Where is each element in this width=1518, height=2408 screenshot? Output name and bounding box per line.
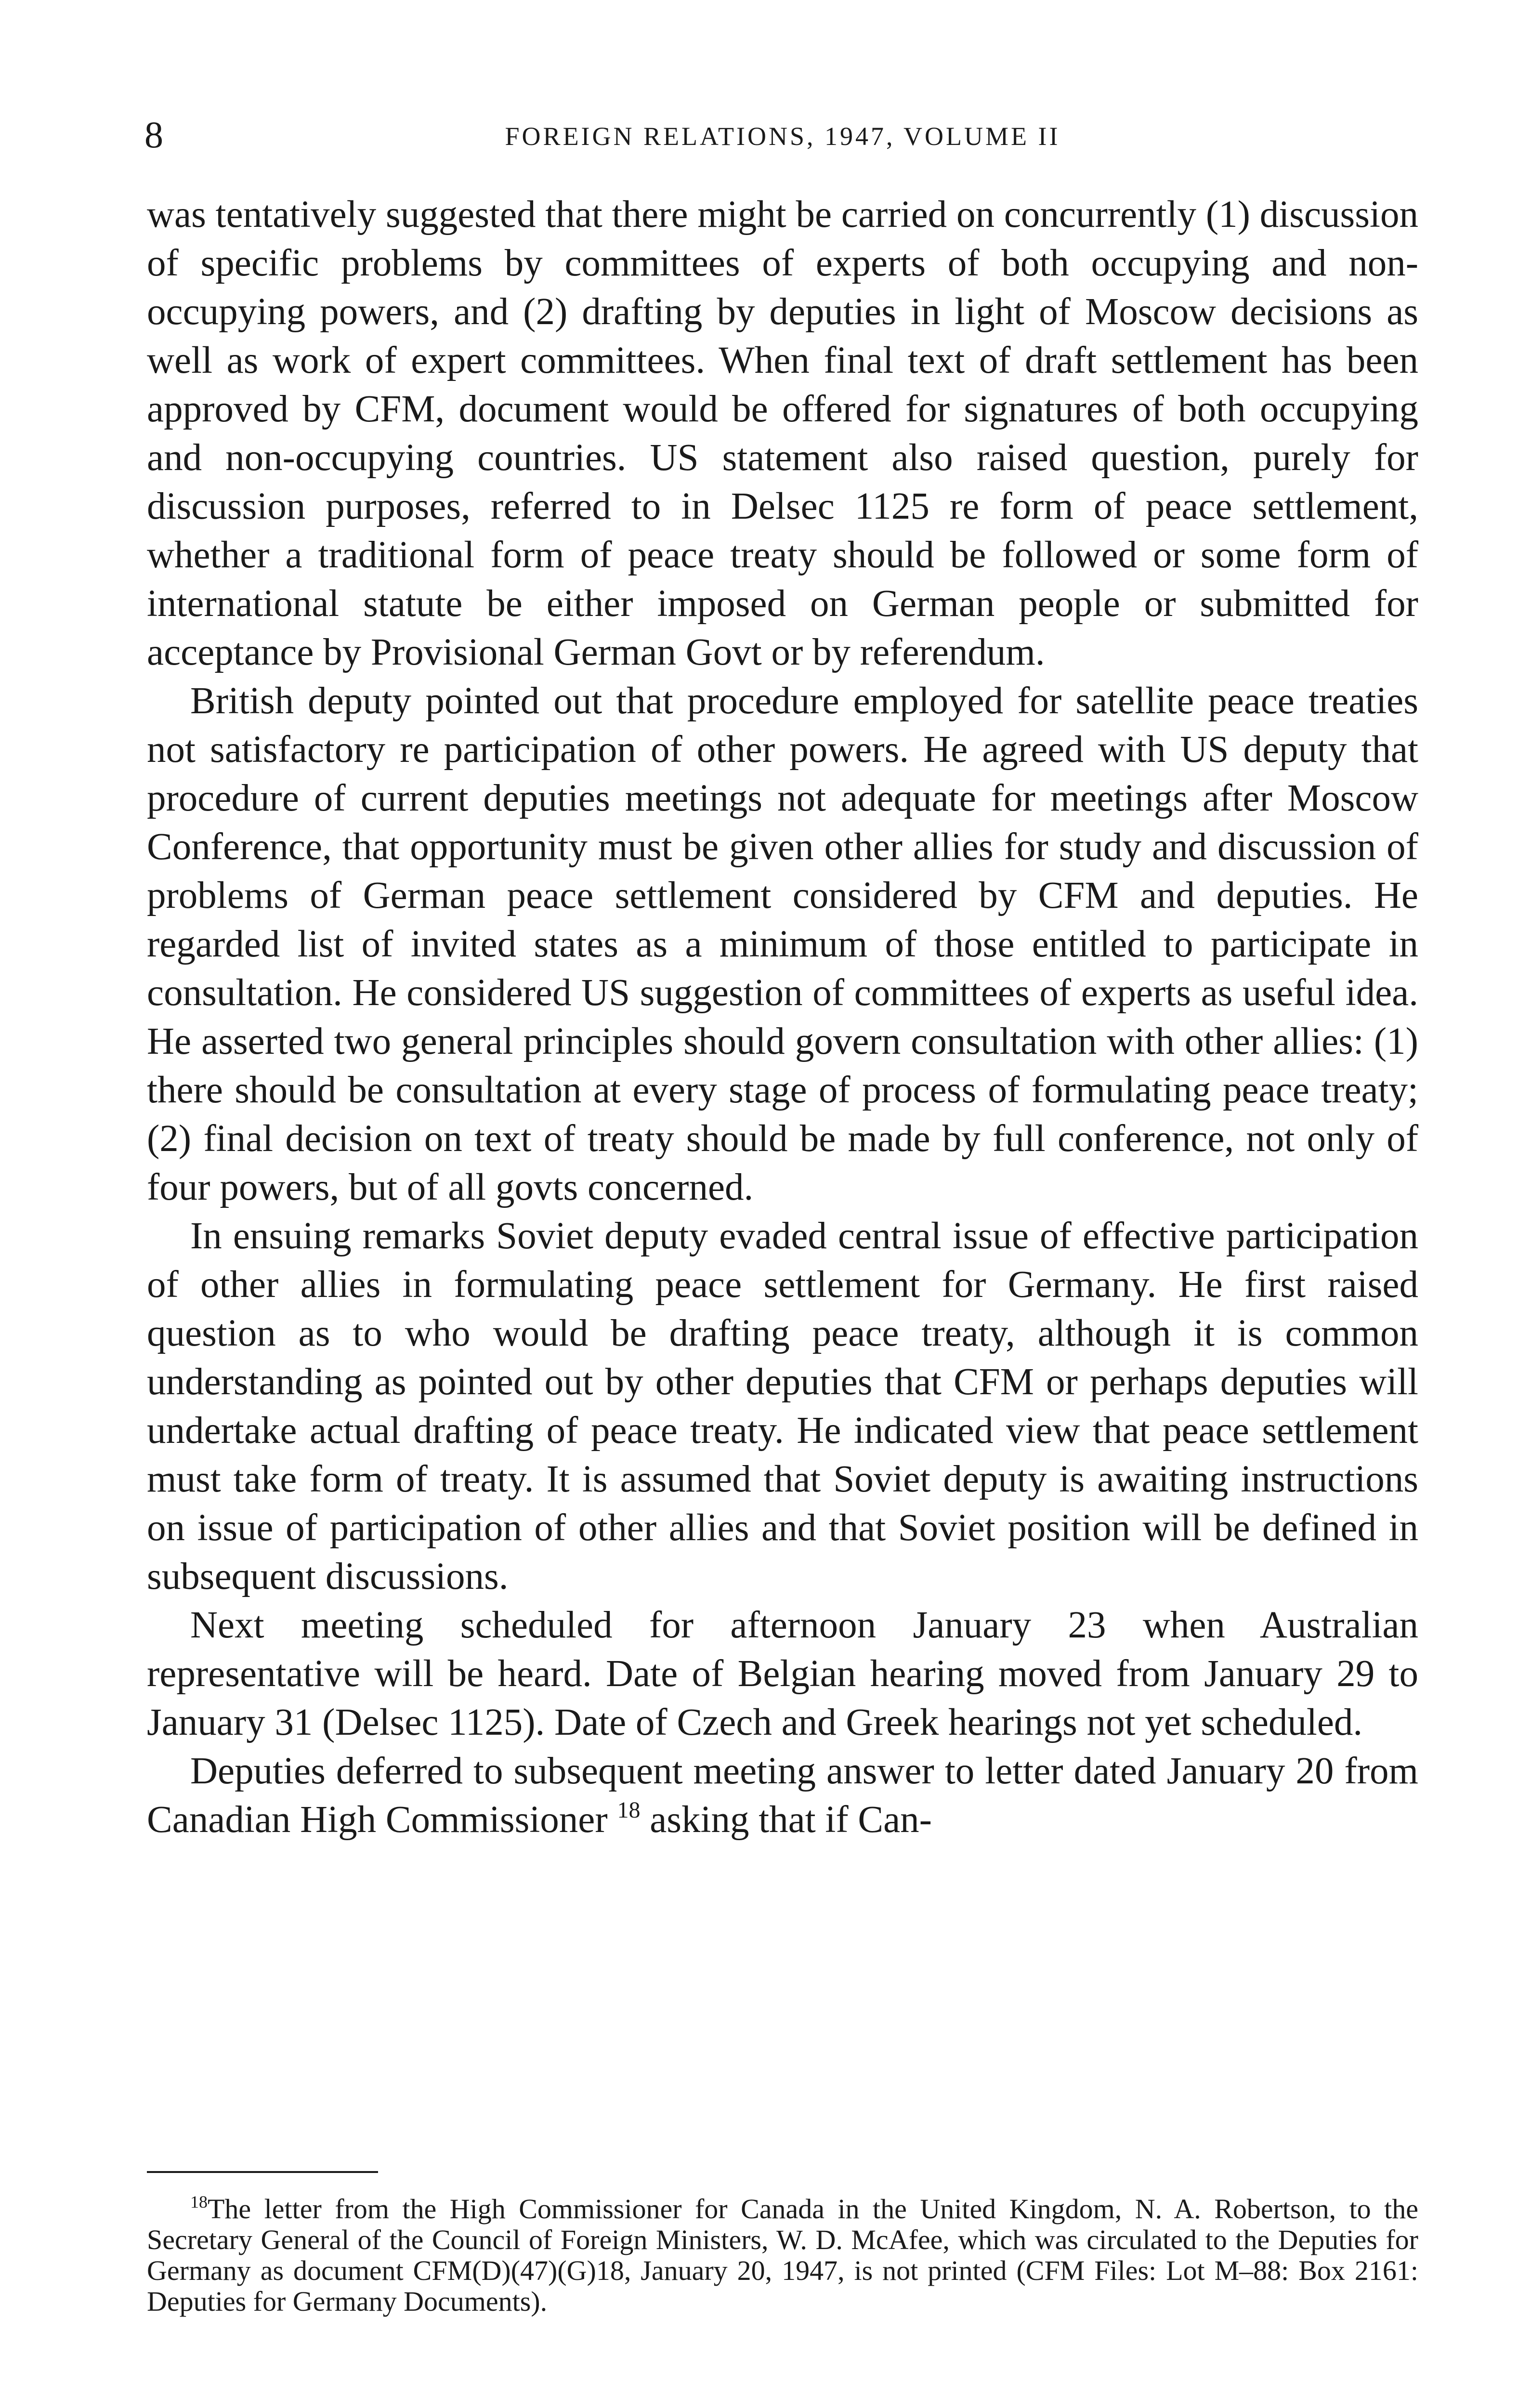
page-number: 8 xyxy=(144,114,163,156)
paragraph-3: In ensuing remarks Soviet deputy evaded central issue of effective participation of other allies in formulating peace settlement for Germany. He first raised question as to who would be drafting peace treaty, although it is common understanding as pointed out by other deputies that CFM or perhaps deputies will undertake actual drafting of peace treaty. He indicated view that peace settlement must take form of treaty. It is assumed that Soviet deputy is awaiting instructions on issue of participation of other allies and that Soviet position will be defined in subsequent discussions. xyxy=(147,1215,1418,1597)
footnote-divider xyxy=(147,2171,378,2173)
paragraph-4: Next meeting scheduled for afternoon January 23 when Australian representative will be heard. Date of Belgian hearing moved from January 29 to January 31 (Delsec 1125). Date of Czech and Greek hearings not yet scheduled. xyxy=(147,1604,1418,1743)
footnote xyxy=(147,2194,1418,2317)
paragraph-2: British deputy pointed out that procedure employed for satellite peace treaties not satisfactory re participation of other powers. He agreed with US deputy that procedure of current deputies meetings not adequate for meetings after Moscow Conference, that opportunity must be given other allies for study and discussion of problems of German peace settlement considered by CFM and deputies. He regarded list of invited states as a minimum of those entitled to participate in consultation. He considered US suggestion of committees of experts as useful idea. He asserted two general principles should govern consultation with other allies: (1) there should be consultation at every stage of process of formulating peace treaty; (2) final decision on text of treaty should be made by full conference, not only of four powers, but of all govts concerned. xyxy=(147,680,1418,1208)
footnote-reference: 18 xyxy=(617,1797,641,1823)
footnote-number: 18 xyxy=(190,2192,208,2212)
running-header xyxy=(144,113,1421,157)
running-title: FOREIGN RELATIONS, 1947, VOLUME II xyxy=(505,122,1060,151)
paragraph-5 xyxy=(147,1747,1418,1844)
paragraph-1: was tentatively suggested that there might be carried on concurrently (1) discussion of specific problems by committees of experts of both occupying and non-occupying powers, and (2) drafting by deputies in light of Moscow decisions as well as work of expert committees. When final text of draft settlement has been approved by CFM, document would be offered for signatures of both occupying and non-occupying countries. US statement also raised question, purely for discussion purposes, referred to in Delsec 1125 re form of peace settlement, whether a traditional form of peace treaty should be followed or some form of international statute be either imposed on German people or submitted for acceptance by Provisional German Govt or by referendum. xyxy=(147,194,1418,673)
paragraph-5-text: Deputies deferred to subsequent meeting answer to letter dated January 20 from Canadian High Commissioner xyxy=(147,1750,1418,1841)
paragraph-5-continuation: asking that if Can- xyxy=(640,1799,932,1841)
footnote-text: The letter from the High Commissioner for Canada in the United Kingdom, N. A. Robertson, to the Secretary General of the Council of Foreign Ministers, W. D. McAfee, which was circulated to the Deputies for Germany as document CFM(D)(47)(G)18, January 20, 1947, is not printed (CFM Files: Lot M–88: Box 2161: Deputies for Germany Documents). xyxy=(147,2193,1418,2317)
body-text xyxy=(147,190,1418,1844)
